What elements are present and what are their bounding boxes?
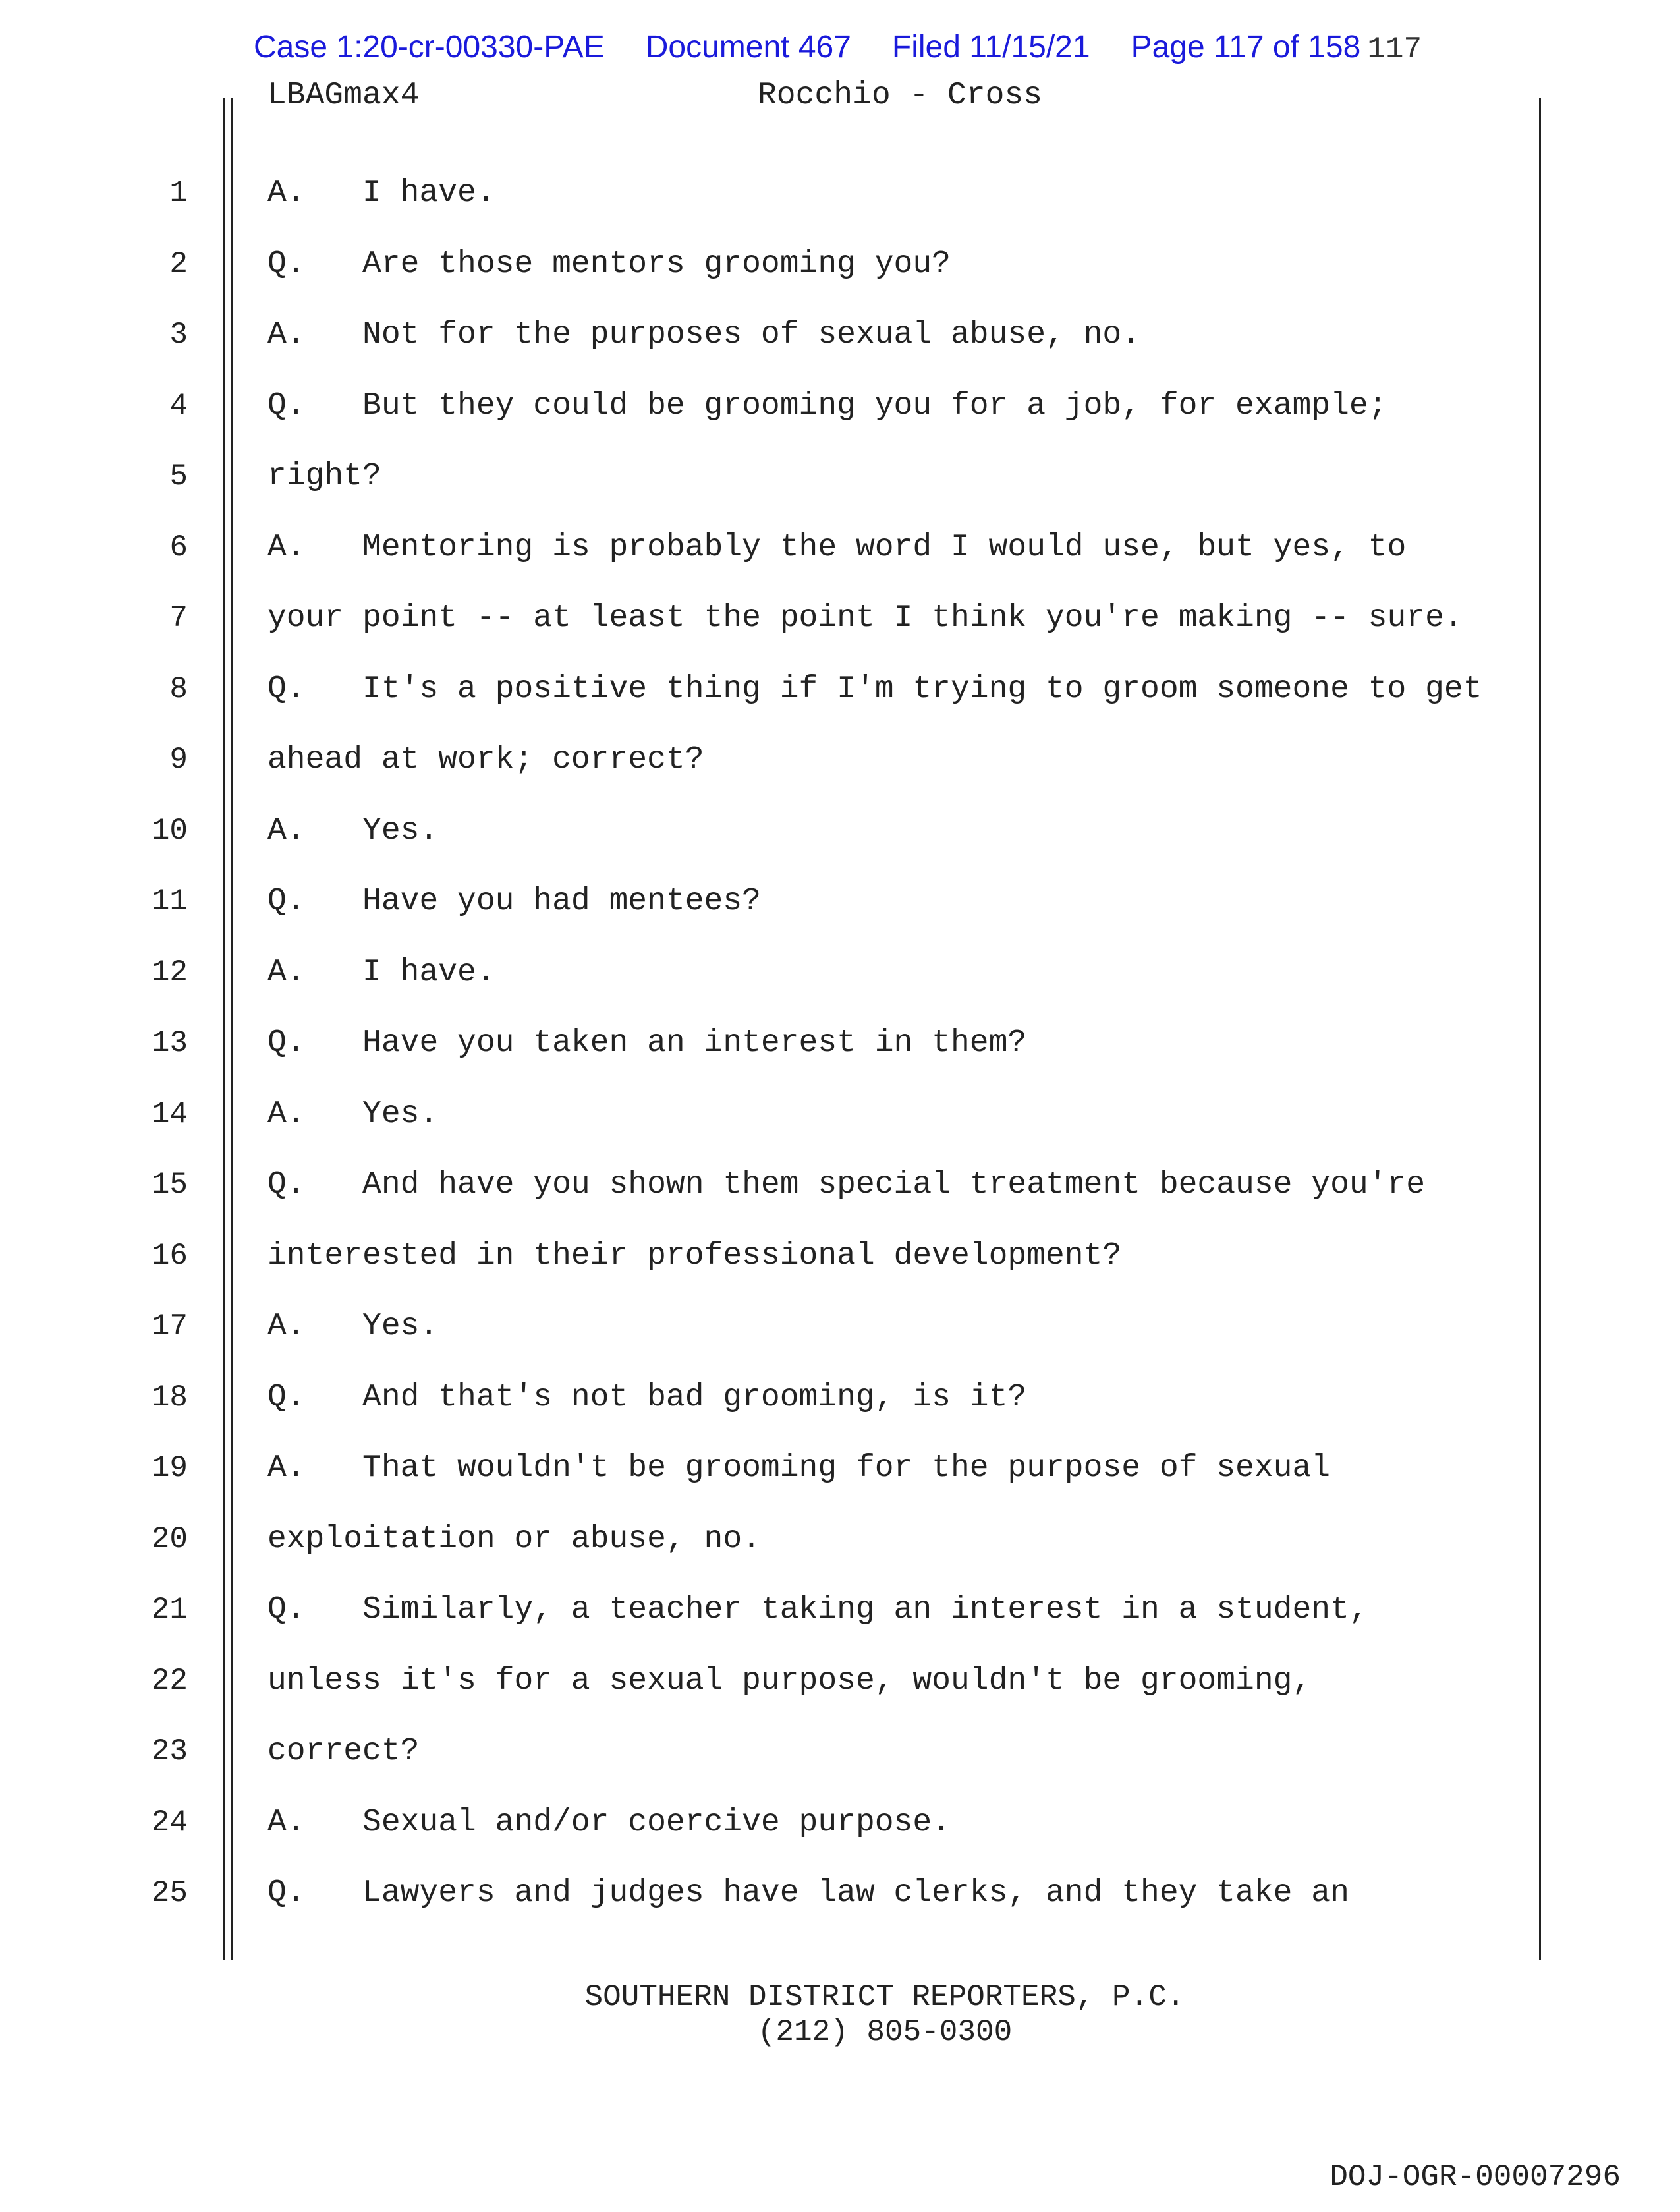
line-text: correct? (267, 1734, 420, 1769)
line-text: Q. And that's not bad grooming, is it? (267, 1379, 1027, 1415)
reporter-name: SOUTHERN DISTRICT REPORTERS, P.C. (584, 1980, 1185, 2014)
line-number: 2 (169, 246, 188, 281)
line-text: ahead at work; correct? (267, 742, 704, 778)
line-number: 10 (151, 813, 188, 848)
line-number: 7 (169, 601, 188, 635)
line-text: Q. Are those mentors grooming you? (267, 246, 951, 282)
document-number: Document 467 (645, 30, 851, 65)
line-text: A. I have. (267, 175, 495, 211)
transcript-line (0, 513, 1680, 584)
transcript-line (0, 1575, 1680, 1646)
line-number: 11 (151, 884, 188, 919)
line-text: Q. It's a positive thing if I'm trying to groom someone to get (267, 671, 1482, 707)
line-number: 16 (151, 1238, 188, 1273)
bates-number: DOJ-OGR-00007296 (1330, 2160, 1621, 2194)
line-number: 1 (169, 176, 188, 210)
line-number: 25 (151, 1876, 188, 1910)
line-number: 9 (169, 743, 188, 777)
line-number: 21 (151, 1593, 188, 1627)
transcript-line (0, 1150, 1680, 1221)
line-text: Q. Have you had mentees? (267, 884, 761, 919)
line-number: 20 (151, 1521, 188, 1556)
witness-heading: Rocchio - Cross (758, 78, 1043, 113)
line-number: 17 (151, 1309, 188, 1344)
line-text: A. Yes. (267, 1096, 439, 1132)
line-text: A. I have. (267, 954, 495, 990)
line-number: 19 (151, 1451, 188, 1485)
transcript-lines (0, 158, 1680, 1929)
line-text: interested in their professional development? (267, 1237, 1122, 1274)
line-number: 5 (169, 459, 188, 494)
line-text: A. Sexual and/or coercive purpose. (267, 1804, 951, 1840)
line-number: 12 (151, 955, 188, 990)
line-text: A. Yes. (267, 1309, 439, 1344)
line-number: 22 (151, 1663, 188, 1698)
transcript-line (0, 1363, 1680, 1434)
line-text: Q. Lawyers and judges have law clerks, and they take an (267, 1875, 1349, 1911)
line-number: 8 (169, 671, 188, 706)
transcript-line (0, 866, 1680, 938)
line-number: 24 (151, 1805, 188, 1840)
transcript-line (0, 229, 1680, 300)
transcript-line (0, 583, 1680, 654)
line-number: 13 (151, 1026, 188, 1060)
transcript-line (0, 725, 1680, 796)
line-text: A. Not for the purposes of sexual abuse, no. (267, 317, 1141, 353)
transcript-line (0, 1504, 1680, 1575)
transcript-line (0, 1716, 1680, 1788)
transcript-line (0, 1788, 1680, 1859)
line-text: exploitation or abuse, no. (267, 1521, 761, 1557)
line-number: 15 (151, 1168, 188, 1202)
filing-stamp (254, 29, 1463, 67)
transcript-line (0, 1858, 1680, 1929)
line-number: 4 (169, 388, 188, 423)
line-text: A. Mentoring is probably the word I would use, but yes, to (267, 529, 1407, 565)
line-number: 14 (151, 1096, 188, 1131)
line-text: A. That wouldn't be grooming for the purpose of sexual (267, 1450, 1331, 1486)
line-text: unless it's for a sexual purpose, wouldn't be grooming, (267, 1662, 1312, 1699)
transcript-line (0, 441, 1680, 513)
line-number: 3 (169, 318, 188, 352)
line-text: Q. But they could be grooming you for a job, for example; (267, 387, 1387, 424)
transcript-line (0, 1646, 1680, 1717)
transcript-line (0, 158, 1680, 229)
line-text: Q. Have you taken an interest in them? (267, 1025, 1027, 1061)
line-text: Q. Similarly, a teacher taking an interest in a student, (267, 1592, 1368, 1628)
transcript-line (0, 300, 1680, 371)
line-text: right? (267, 459, 381, 494)
transcript-line (0, 371, 1680, 442)
transcript-line (0, 1008, 1680, 1079)
filed-date: Filed 11/15/21 (891, 30, 1090, 65)
transcript-line (0, 1433, 1680, 1504)
line-number: 18 (151, 1380, 188, 1415)
line-text: your point -- at least the point I think you're making -- sure. (267, 600, 1463, 636)
line-text: Q. And have you shown them special treatment because you're (267, 1167, 1426, 1203)
line-number: 23 (151, 1734, 188, 1769)
line-text: A. Yes. (267, 812, 439, 849)
transcript-line (0, 1079, 1680, 1150)
reporter-phone: (212) 805-0300 (757, 2015, 1013, 2049)
transcript-line (0, 654, 1680, 725)
transcript-code: LBAGmax4 (267, 78, 420, 113)
page-number: 117 (1367, 32, 1422, 67)
transcript-line (0, 1221, 1680, 1292)
transcript-line (0, 938, 1680, 1009)
transcript-line (0, 796, 1680, 867)
case-number: Case 1:20-cr-00330-PAE (254, 30, 605, 65)
transcript-line (0, 1291, 1680, 1363)
line-number: 6 (169, 530, 188, 565)
page-of-total: Page 117 of 158 (1131, 30, 1361, 65)
